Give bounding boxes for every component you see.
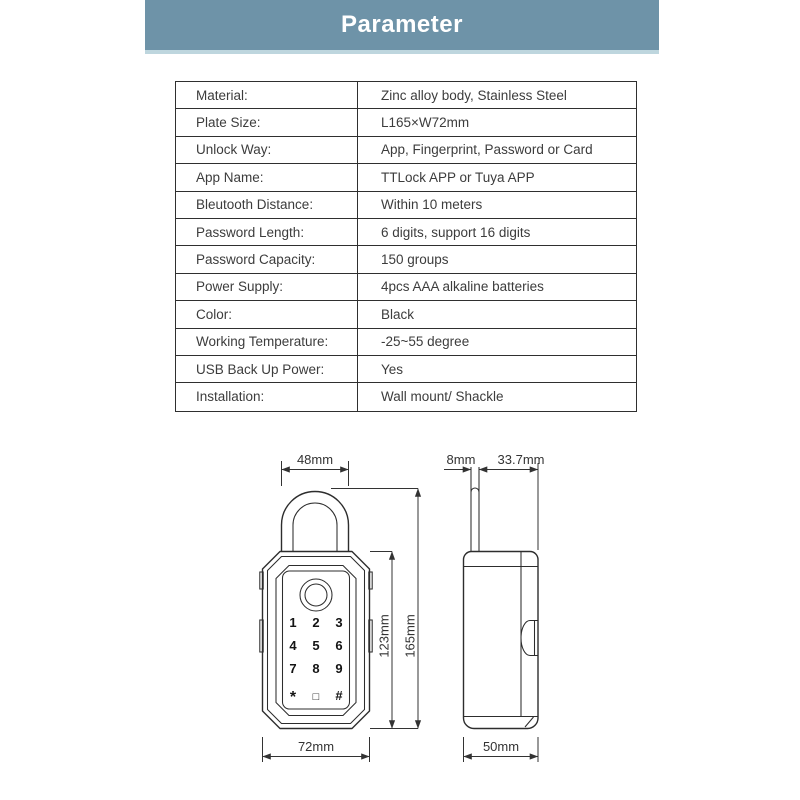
spec-label: Color: [176, 301, 358, 327]
dim-label-panel-height: 123mm [376, 614, 392, 658]
spec-label: Power Supply: [176, 274, 358, 300]
spec-value: 4pcs AAA alkaline batteries [381, 279, 544, 295]
spec-label: Plate Size: [176, 109, 358, 135]
keypad-key: * [289, 689, 297, 706]
side-shackle-rod [471, 467, 479, 551]
spec-value: Wall mount/ Shackle [381, 389, 504, 405]
spec-label: Bleutooth Distance: [176, 192, 358, 218]
spec-value: 150 groups [381, 252, 449, 268]
keypad-key: # [335, 688, 343, 703]
keypad-key: 3 [335, 615, 343, 630]
page-title: Parameter [341, 11, 463, 38]
spec-value: Yes [381, 361, 404, 377]
spec-label: Unlock Way: [176, 137, 358, 163]
spec-value: 6 digits, support 16 digits [381, 224, 531, 240]
side-shackle-rod-top [471, 488, 479, 492]
keypad-key: 2 [312, 615, 320, 630]
side-bottom-corner-detail [525, 717, 534, 727]
spec-label: Material: [176, 82, 358, 108]
keypad-key: 6 [335, 638, 343, 653]
dim-label-body-depth: 50mm [482, 739, 520, 754]
keypad [289, 615, 343, 706]
spec-value: TTLock APP or Tuya APP [381, 169, 535, 185]
side-latch-bump [521, 621, 538, 656]
spec-label: Password Length: [176, 219, 358, 245]
fingerprint-icon [300, 579, 332, 611]
side-view [464, 467, 539, 729]
keypad-key: □ [312, 691, 320, 703]
keypad-key: 8 [312, 661, 320, 676]
spec-value: Zinc alloy body, Stainless Steel [381, 87, 567, 103]
dim-label-shackle-thickness: 8mm [446, 452, 476, 467]
spec-value: L165×W72mm [381, 115, 470, 131]
spec-label: Working Temperature: [176, 329, 358, 355]
spec-label: Password Capacity: [176, 246, 358, 272]
dim-label-body-width: 72mm [297, 739, 335, 754]
shackle-outer [282, 492, 349, 552]
spec-value: -25~55 degree [381, 334, 470, 350]
dim-label-shackle-offset: 33.7mm [497, 452, 545, 467]
keypad-key: 5 [312, 638, 320, 653]
shackle-inner [293, 503, 337, 551]
keypad-key: 7 [289, 661, 297, 676]
dim-label-total-height: 165mm [402, 614, 418, 658]
dim-label-shackle-width: 48mm [296, 452, 334, 467]
side-body-outline [464, 552, 539, 729]
keypad-key: 4 [289, 638, 297, 653]
keypad-key: 1 [289, 615, 297, 630]
spec-value: App, Fingerprint, Password or Card [381, 142, 593, 158]
spec-label: USB Back Up Power: [176, 356, 358, 382]
spec-label: App Name: [176, 164, 358, 190]
spec-label: Installation: [176, 383, 358, 410]
spec-value: Within 10 meters [381, 197, 483, 213]
side-view-dimensions [444, 452, 544, 762]
spec-value: Black [381, 306, 415, 322]
front-view [260, 492, 372, 729]
keypad-key: 9 [335, 661, 343, 676]
